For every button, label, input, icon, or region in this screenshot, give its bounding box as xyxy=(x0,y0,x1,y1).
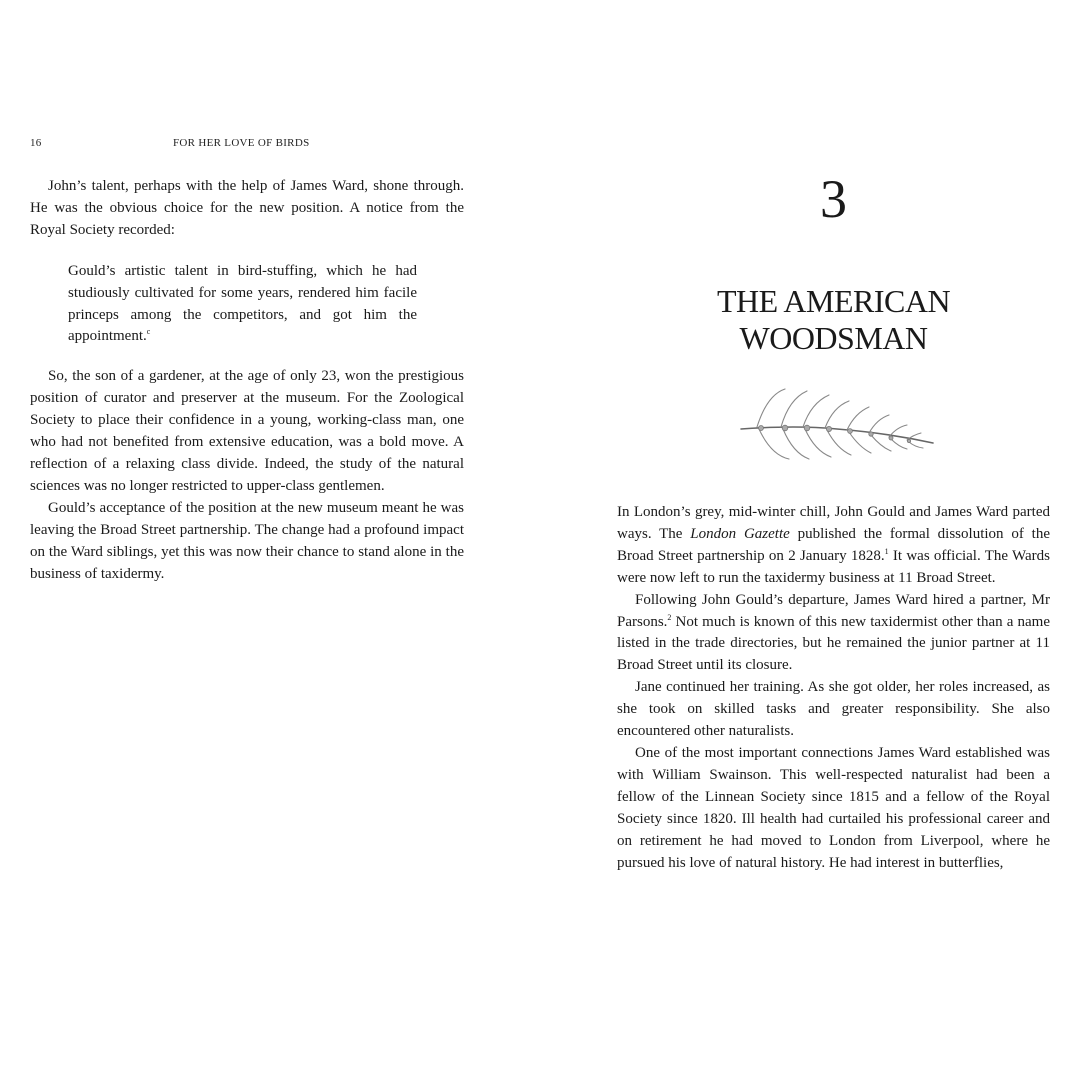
paragraph: John’s talent, perhaps with the help of James Ward, shone through. He was the obvious choice for the new position. A notice from the Royal Society recorded: xyxy=(30,178,464,238)
paragraph xyxy=(617,502,1050,590)
paragraph xyxy=(617,590,1050,678)
text-run: Following John Gould’s departure, James Ward hired a partner, Mr Parsons. xyxy=(617,591,1050,630)
publication-title: London Gazette xyxy=(690,525,790,542)
left-page xyxy=(30,0,464,1080)
paragraph: Gould’s acceptance of the position at the new museum meant he was leaving the Broad Street partnership. The change had a profound impact on the Ward siblings, yet this was now their chance to stand alone in the business of taxidermy. xyxy=(30,499,464,582)
text-run: It was official. The Wards were now left to run the taxidermy business at 11 Broad Street. xyxy=(617,547,1050,586)
paragraph: Jane continued her training. As she got older, her roles increased, as she took on skilled tasks and greater responsibility. She also encountered other naturalists. xyxy=(617,679,1050,740)
chapter-number: 3 xyxy=(820,169,847,229)
footnote-marker: 1 xyxy=(884,546,889,556)
book-title-header: FOR HER LOVE OF BIRDS xyxy=(173,137,310,149)
block-quote xyxy=(68,261,417,349)
chapter-title-line: THE AMERICAN xyxy=(716,283,951,319)
page-number: 16 xyxy=(30,137,42,149)
footnote-marker: 2 xyxy=(667,612,672,622)
right-body-text xyxy=(617,502,1050,874)
left-body-text xyxy=(30,176,464,585)
footnote-marker: c xyxy=(146,327,151,337)
right-page xyxy=(617,0,1050,1080)
paragraph: One of the most important connections James Ward established was with William Swainson. This well-respected naturalist had been a fellow of the Linnean Society since 1815 and a fellow of the Royal Society since 1820. Ill health had curtailed his professional career and on retirement he had moved to London from Liverpool, where he pursued his love of natural history. He had interest in butterflies, xyxy=(617,744,1050,871)
paragraph: So, the son of a gardener, at the age of only 23, won the prestigious position of curator and preserver at the museum. For the Zoological Society to place their confidence in a young, working-class man, one who had not benefited from extensive education, was a bold move. A reflection of a relaxing class divide. Indeed, the study of the natural sciences was no longer restricted to upper-class gentlemen. xyxy=(30,368,464,494)
text-run: published the formal dissolution of the Broad Street partnership on 2 January 1828. xyxy=(617,525,1050,564)
chapter-title xyxy=(617,283,1050,357)
feather-ornament-icon xyxy=(737,385,937,465)
chapter-title-line: WOODSMAN xyxy=(739,320,928,356)
text-run: Not much is known of this new taxidermist other than a name listed in the trade directories, but he remained the junior partner at 11 Broad Street until its closure. xyxy=(617,613,1050,674)
text-run: In London’s grey, mid-winter chill, John Gould and James Ward parted ways. The xyxy=(617,504,1050,542)
quote-text: Gould’s artistic talent in bird-stuffing, which he had studiously cultivated for some years, rendered him facile princeps among the competitors, and got him the appointment. xyxy=(68,262,417,345)
